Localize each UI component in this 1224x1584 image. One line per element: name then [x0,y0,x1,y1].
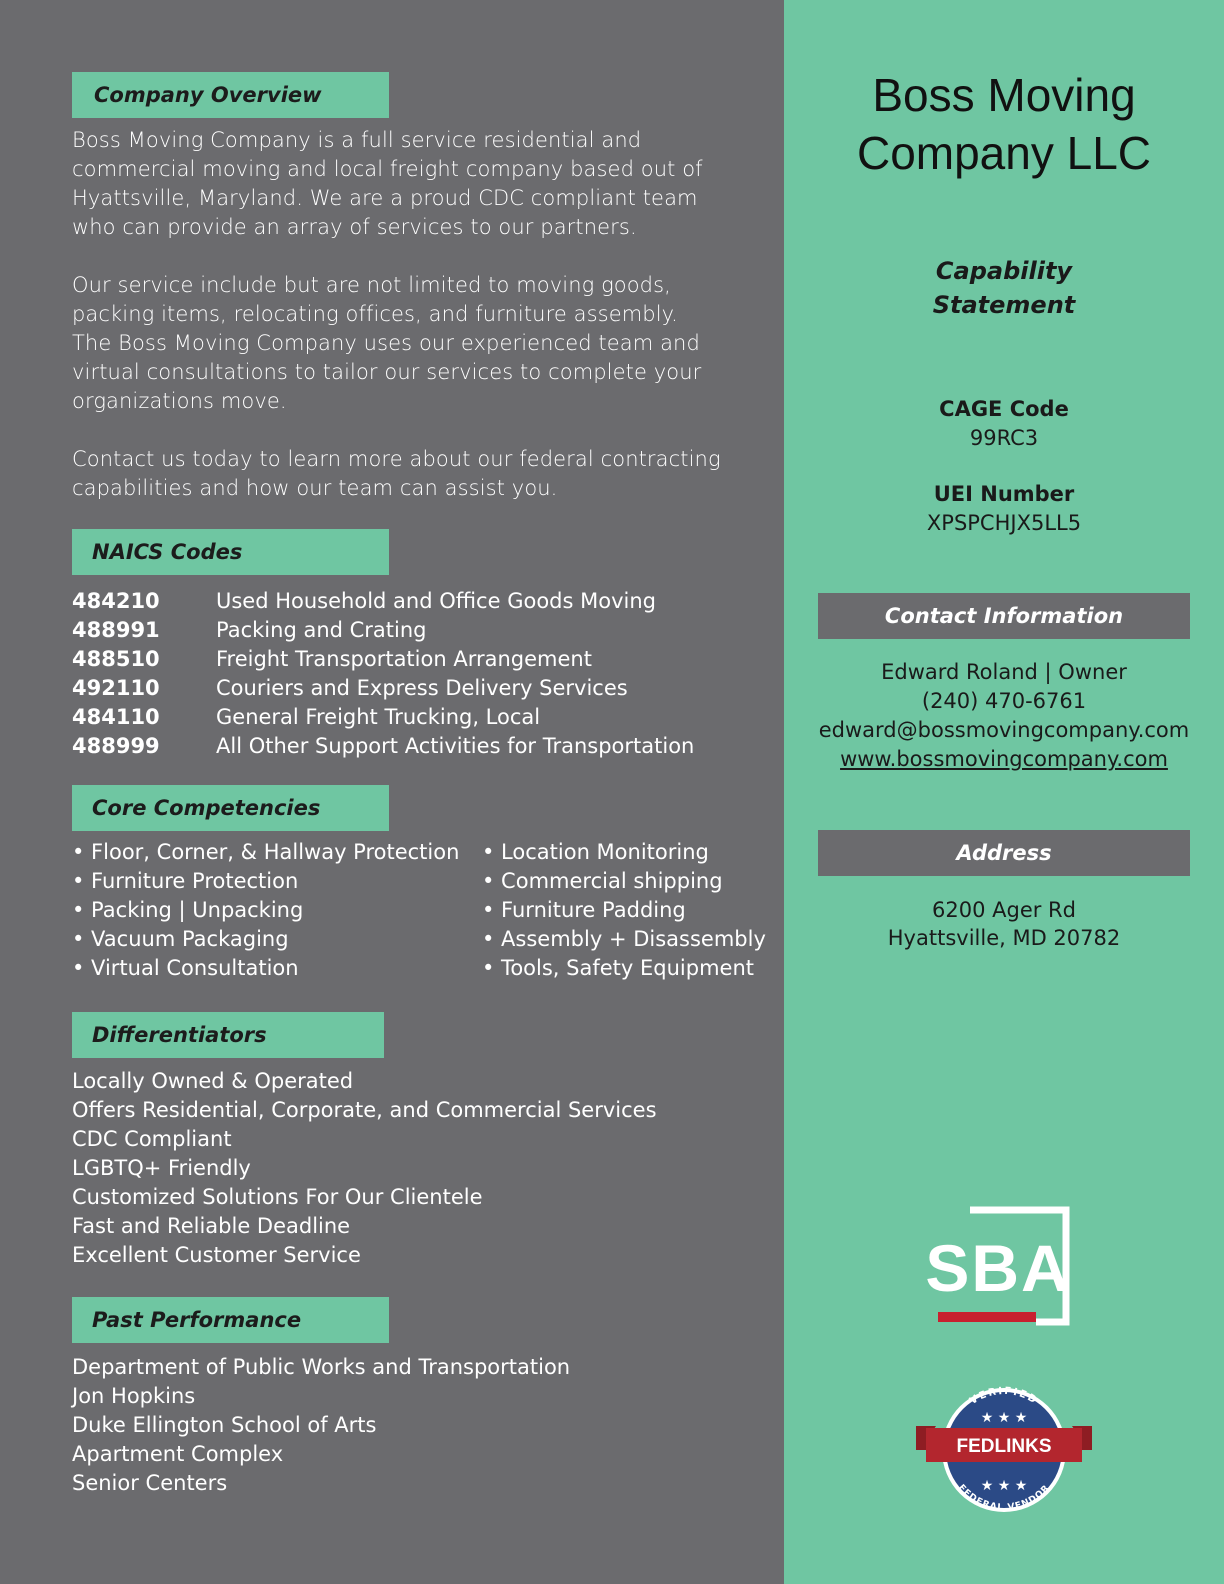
address-line: Hyattsville, MD 20782 [887,926,1121,950]
naics-heading: NAICS Codes [72,529,389,575]
differentiators-heading: Differentiators [72,1012,384,1058]
list-item: • Tools, Safety Equipment [482,956,754,980]
list-item: Duke Ellington School of Arts [72,1413,377,1437]
naics-list [72,587,694,761]
list-item: • Floor, Corner, & Hallway Protection [72,840,460,864]
star-icon: ★ ★ ★ [980,1410,1028,1426]
star-icon: ★ ★ ★ [980,1478,1028,1494]
past-performance-list [72,1353,570,1498]
document-type [784,254,1224,322]
naics-description: Used Household and Office Goods Moving [216,589,656,613]
fedlinks-verified-badge [916,1386,1092,1514]
address-heading: Address [818,830,1190,876]
company-name-line: Boss Moving [872,69,1136,121]
badge-bottom-text: FEDERAL VENDOR [955,1482,1053,1514]
company-name-line: Company LLC [856,127,1152,179]
naics-code: 484210 [72,589,160,613]
naics-code: 484110 [72,705,160,729]
badge-top-text: VERIFIED [968,1386,1040,1408]
list-item: Excellent Customer Service [72,1243,361,1267]
naics-description: Couriers and Express Delivery Services [216,676,628,700]
naics-row [72,732,694,761]
naics-code: 488999 [72,734,160,758]
list-item: • Furniture Protection [72,869,299,893]
naics-code: 488991 [72,618,160,642]
website-link[interactable]: www.bossmovingcompany.com [840,747,1168,771]
list-item: Offers Residential, Corporate, and Commercial Services [72,1098,657,1122]
list-item: • Location Monitoring [482,840,709,864]
list-item: Fast and Reliable Deadline [72,1214,351,1238]
naics-row [72,674,694,703]
contact-email[interactable]: edward@bossmovingcompany.com [818,718,1190,742]
uei-number-label: UEI Number [933,482,1075,506]
competencies-right-list [482,838,766,983]
past-performance-heading: Past Performance [72,1297,389,1343]
contact-phone: (240) 470-6761 [921,689,1087,713]
naics-code: 492110 [72,676,160,700]
list-item: Senior Centers [72,1471,228,1495]
contact-name-role: Edward Roland | Owner [881,660,1127,684]
address-line: 6200 Ager Rd [932,898,1076,922]
list-item: Jon Hopkins [72,1384,196,1408]
competencies-left-list [72,838,459,983]
core-competencies-heading: Core Competencies [72,785,389,831]
list-item: Locally Owned & Operated [72,1069,354,1093]
cage-code-label: CAGE Code [939,397,1069,421]
list-item: • Assembly + Disassembly [482,927,766,951]
document-type-line: Capability [935,257,1073,285]
list-item: • Virtual Consultation [72,956,299,980]
contact-information-heading: Contact Information [818,593,1190,639]
list-item: Apartment Complex [72,1442,284,1466]
list-item: Customized Solutions For Our Clientele [72,1185,483,1209]
list-item: CDC Compliant [72,1127,232,1151]
naics-description: All Other Support Activities for Transportation [216,734,695,758]
list-item: • Commercial shipping [482,869,723,893]
overview-paragraph: Our service include but are not limited to moving goods, packing items, relocating offices, and furniture assembly. The Boss Moving Company uses our experienced team and virtual consultations to tailor our services to complete your organizations move. [72,273,702,413]
naics-row [72,587,694,616]
right-panel [784,0,1224,1584]
sba-red-bar [938,1312,1036,1322]
sba-text: SBA [925,1231,1071,1305]
overview-paragraph: Contact us today to learn more about our federal contracting capabilities and how our team can assist you. [72,447,721,500]
company-name [784,66,1224,182]
company-overview-heading: Company Overview [72,72,389,118]
list-item: • Furniture Padding [482,898,686,922]
list-item: • Packing | Unpacking [72,898,304,922]
document-type-line: Statement [932,291,1076,319]
badge-brand-text: FEDLINKS [956,1436,1052,1457]
sba-logo [916,1206,1086,1330]
overview-paragraph: Boss Moving Company is a full service residential and commercial moving and local freight company based out of Hyattsville, Maryland. We are a proud CDC compliant team who can provide an array of services to our partners. [72,128,703,239]
naics-code: 488510 [72,647,160,671]
naics-description: Packing and Crating [216,618,427,642]
naics-description: Freight Transportation Arrangement [216,647,592,671]
list-item: • Vacuum Packaging [72,927,289,951]
naics-row [72,616,694,645]
naics-row [72,645,694,674]
uei-number-value: XPSPCHJX5LL5 [926,511,1082,535]
company-overview-text [72,126,721,532]
list-item: LGBTQ+ Friendly [72,1156,251,1180]
differentiators-list [72,1067,657,1270]
naics-row [72,703,694,732]
naics-description: General Freight Trucking, Local [216,705,541,729]
contact-details [784,658,1224,774]
cage-code-value: 99RC3 [969,426,1039,450]
list-item: Department of Public Works and Transportation [72,1355,571,1379]
address-details [784,896,1224,952]
